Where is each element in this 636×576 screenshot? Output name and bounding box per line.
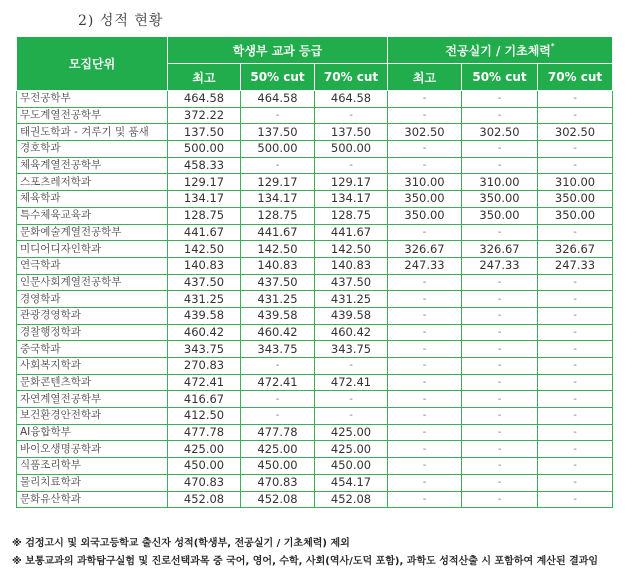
score-cell: 326.67 (538, 241, 613, 258)
score-cell: 439.58 (168, 307, 241, 324)
score-cell: - (538, 91, 613, 108)
department-name: 경영학과 (17, 291, 168, 308)
score-cell: 437.50 (168, 274, 241, 291)
score-cell: - (388, 491, 462, 508)
score-cell: 142.50 (241, 241, 315, 258)
department-name: 자연계열전공학부 (17, 391, 168, 408)
score-cell: 464.58 (168, 91, 241, 108)
score-cell: - (538, 474, 613, 491)
score-cell: 425.00 (315, 441, 388, 458)
score-cell: - (388, 341, 462, 358)
score-cell: 350.00 (538, 191, 613, 208)
score-cell: 464.58 (241, 91, 315, 108)
department-name: AI융합학부 (17, 424, 168, 441)
table-row (17, 241, 613, 258)
score-cell: 441.67 (168, 224, 241, 241)
score-cell: 452.08 (241, 491, 315, 508)
header-group-practical-mark: * (550, 41, 555, 50)
score-cell: - (462, 224, 538, 241)
score-cell: - (462, 341, 538, 358)
footnote: ※ 보통교과의 과학탐구실험 및 진로선택과목 중 국어, 영어, 수학, 사회(역사/도덕 포함), 과학도 성적산출 시 포함하여 계산된 결과임 (12, 556, 599, 567)
score-cell: 477.78 (241, 424, 315, 441)
department-name: 체육학과 (17, 191, 168, 208)
score-cell: 450.00 (241, 458, 315, 475)
score-cell: 477.78 (168, 424, 241, 441)
score-cell: - (241, 157, 315, 174)
score-cell: - (241, 107, 315, 124)
header-col-practical-max: 최고 (388, 64, 462, 91)
score-cell: - (538, 307, 613, 324)
score-cell: 470.83 (168, 474, 241, 491)
score-cell: - (538, 291, 613, 308)
score-cell: 431.25 (168, 291, 241, 308)
score-cell: 134.17 (241, 191, 315, 208)
score-cell: 310.00 (462, 174, 538, 191)
score-cell: - (538, 491, 613, 508)
score-cell: 500.00 (315, 141, 388, 158)
score-cell: 472.41 (241, 374, 315, 391)
score-cell: - (462, 441, 538, 458)
score-cell: 437.50 (315, 274, 388, 291)
score-cell: 270.83 (168, 358, 241, 375)
score-cell: 326.67 (388, 241, 462, 258)
score-cell: - (315, 107, 388, 124)
score-cell: - (388, 141, 462, 158)
score-cell: - (538, 341, 613, 358)
department-name: 물리치료학과 (17, 474, 168, 491)
score-cell: - (462, 291, 538, 308)
score-cell: 431.25 (241, 291, 315, 308)
score-cell: - (538, 358, 613, 375)
table-row (17, 91, 613, 108)
score-cell: 343.75 (315, 341, 388, 358)
score-cell: 350.00 (538, 207, 613, 224)
table-row (17, 257, 613, 274)
score-cell: 247.33 (462, 257, 538, 274)
table-row (17, 441, 613, 458)
score-cell: 472.41 (168, 374, 241, 391)
score-cell: 343.75 (241, 341, 315, 358)
score-cell: 500.00 (241, 141, 315, 158)
score-cell: 350.00 (462, 207, 538, 224)
score-cell: - (388, 424, 462, 441)
score-cell: - (462, 391, 538, 408)
score-cell: - (538, 374, 613, 391)
score-cell: 416.67 (168, 391, 241, 408)
score-cell: - (462, 324, 538, 341)
score-cell: - (241, 391, 315, 408)
score-cell: 460.42 (315, 324, 388, 341)
score-cell: 439.58 (315, 307, 388, 324)
score-cell: - (388, 458, 462, 475)
score-cell: - (388, 274, 462, 291)
header-col-practical-50cut: 50% cut (462, 64, 538, 91)
score-cell: 450.00 (168, 458, 241, 475)
score-cell: 425.00 (315, 424, 388, 441)
department-name: 무도계열전공학부 (17, 107, 168, 124)
score-cell: 441.67 (315, 224, 388, 241)
score-cell: 441.67 (241, 224, 315, 241)
score-cell: 350.00 (462, 191, 538, 208)
table-row (17, 424, 613, 441)
score-cell: - (462, 358, 538, 375)
score-cell: 412.50 (168, 408, 241, 425)
table-row (17, 458, 613, 475)
score-cell: 326.67 (462, 241, 538, 258)
table-row (17, 474, 613, 491)
department-name: 사회복지학과 (17, 358, 168, 375)
department-name: 무전공학부 (17, 91, 168, 108)
score-cell: 470.83 (241, 474, 315, 491)
score-cell: 439.58 (241, 307, 315, 324)
department-name: 체육계열전공학부 (17, 157, 168, 174)
table-row (17, 307, 613, 324)
score-cell: - (388, 358, 462, 375)
table-row (17, 157, 613, 174)
score-cell: - (388, 224, 462, 241)
score-cell: 247.33 (538, 257, 613, 274)
score-cell: - (462, 491, 538, 508)
score-cell: 350.00 (388, 191, 462, 208)
score-cell: 128.75 (168, 207, 241, 224)
score-cell: 128.75 (315, 207, 388, 224)
score-cell: - (388, 374, 462, 391)
header-col-practical-70cut: 70% cut (538, 64, 613, 91)
department-name: 태권도학과 - 겨루기 및 품새 (17, 124, 168, 141)
header-col-grades-50cut: 50% cut (241, 64, 315, 91)
table-row (17, 141, 613, 158)
score-cell: 464.58 (315, 91, 388, 108)
score-cell: - (538, 324, 613, 341)
header-group-grades: 학생부 교과 등급 (168, 37, 388, 64)
department-name: 중국학과 (17, 341, 168, 358)
score-cell: 472.41 (315, 374, 388, 391)
score-cell: - (538, 157, 613, 174)
score-cell: - (388, 474, 462, 491)
department-name: 식품조리학부 (17, 458, 168, 475)
score-cell: 450.00 (315, 458, 388, 475)
table-row (17, 374, 613, 391)
header-col-grades-70cut: 70% cut (315, 64, 388, 91)
score-cell: - (388, 391, 462, 408)
score-cell: 140.83 (168, 257, 241, 274)
score-cell: - (388, 107, 462, 124)
score-cell: - (538, 224, 613, 241)
score-cell: - (388, 307, 462, 324)
section-title: 2) 성적 현황 (78, 13, 164, 29)
score-cell: 134.17 (168, 191, 241, 208)
score-cell: 302.50 (388, 124, 462, 141)
table-row (17, 224, 613, 241)
score-cell: - (462, 157, 538, 174)
score-cell: 142.50 (168, 241, 241, 258)
score-cell: 460.42 (241, 324, 315, 341)
table-row (17, 107, 613, 124)
score-cell: - (388, 91, 462, 108)
score-cell: 454.17 (315, 474, 388, 491)
header-unit: 모집단위 (17, 37, 168, 91)
score-cell: 431.25 (315, 291, 388, 308)
score-cell: 129.17 (241, 174, 315, 191)
department-name: 관광경영학과 (17, 307, 168, 324)
score-cell: - (538, 141, 613, 158)
score-cell: 452.08 (315, 491, 388, 508)
score-cell: - (462, 424, 538, 441)
table-row (17, 124, 613, 141)
table-row (17, 191, 613, 208)
score-cell: - (538, 458, 613, 475)
score-cell: - (462, 458, 538, 475)
score-cell: 137.50 (241, 124, 315, 141)
score-cell: - (315, 408, 388, 425)
score-cell: - (538, 408, 613, 425)
score-cell: - (388, 157, 462, 174)
score-cell: 140.83 (315, 257, 388, 274)
department-name: 문화예술계열전공학부 (17, 224, 168, 241)
table-row (17, 324, 613, 341)
score-cell: - (462, 408, 538, 425)
table-row (17, 358, 613, 375)
table-row (17, 341, 613, 358)
score-cell: - (462, 307, 538, 324)
score-cell: - (462, 274, 538, 291)
score-cell: - (462, 107, 538, 124)
department-name: 경찰행정학과 (17, 324, 168, 341)
score-cell: 137.50 (315, 124, 388, 141)
score-cell: - (388, 291, 462, 308)
score-cell: - (462, 141, 538, 158)
score-cell: 142.50 (315, 241, 388, 258)
score-cell: 350.00 (388, 207, 462, 224)
score-cell: - (538, 107, 613, 124)
score-cell: - (241, 358, 315, 375)
score-cell: 500.00 (168, 141, 241, 158)
header-group-practical-label: 전공실기 / 기초체력 (445, 43, 551, 58)
score-cell: - (538, 391, 613, 408)
department-name: 미디어디자인학과 (17, 241, 168, 258)
score-cell: 129.17 (168, 174, 241, 191)
score-cell: 302.50 (462, 124, 538, 141)
department-name: 특수체육교육과 (17, 207, 168, 224)
footnotes (12, 535, 628, 571)
score-cell: 425.00 (241, 441, 315, 458)
score-cell: 140.83 (241, 257, 315, 274)
score-cell: 460.42 (168, 324, 241, 341)
score-cell: 137.50 (168, 124, 241, 141)
score-cell: 129.17 (315, 174, 388, 191)
department-name: 문화콘텐츠학과 (17, 374, 168, 391)
score-cell: 302.50 (538, 124, 613, 141)
score-cell: 134.17 (315, 191, 388, 208)
table-row (17, 274, 613, 291)
score-cell: - (388, 324, 462, 341)
department-name: 인문사회계열전공학부 (17, 274, 168, 291)
department-name: 문화유산학과 (17, 491, 168, 508)
department-name: 경호학과 (17, 141, 168, 158)
score-cell: - (315, 391, 388, 408)
department-name: 연극학과 (17, 257, 168, 274)
score-cell: 437.50 (241, 274, 315, 291)
header-col-grades-max: 최고 (168, 64, 241, 91)
score-cell: 458.33 (168, 157, 241, 174)
score-cell: 372.22 (168, 107, 241, 124)
score-cell: - (538, 274, 613, 291)
score-cell: - (315, 358, 388, 375)
table-row (17, 491, 613, 508)
department-name: 보건환경안전학과 (17, 408, 168, 425)
table-row (17, 291, 613, 308)
table-row (17, 391, 613, 408)
admission-results-table (16, 36, 613, 508)
score-cell: - (462, 474, 538, 491)
score-cell: 310.00 (388, 174, 462, 191)
score-cell: - (538, 424, 613, 441)
score-cell: 425.00 (168, 441, 241, 458)
score-cell: 128.75 (241, 207, 315, 224)
score-cell: - (241, 408, 315, 425)
department-name: 스포츠레저학과 (17, 174, 168, 191)
score-cell: - (462, 374, 538, 391)
score-cell: - (538, 441, 613, 458)
score-cell: - (388, 441, 462, 458)
table-body (17, 91, 613, 508)
table-row (17, 207, 613, 224)
header-group-practical (388, 37, 613, 64)
footnote: ※ 검정고시 및 외국고등학교 출신자 성적(학생부, 전공실기 / 기초체력) 제외 (12, 538, 350, 549)
header-row-groups (17, 37, 613, 64)
table-row (17, 408, 613, 425)
score-cell: - (388, 408, 462, 425)
score-cell: 452.08 (168, 491, 241, 508)
score-cell: - (462, 91, 538, 108)
score-cell: 247.33 (388, 257, 462, 274)
department-name: 바이오생명공학과 (17, 441, 168, 458)
score-cell: - (315, 157, 388, 174)
score-cell: 310.00 (538, 174, 613, 191)
score-cell: 343.75 (168, 341, 241, 358)
table-row (17, 174, 613, 191)
